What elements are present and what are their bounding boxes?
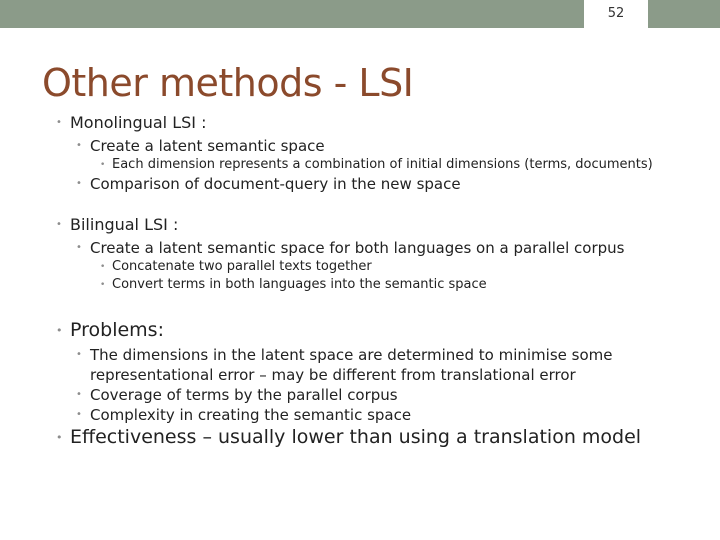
bullet-problems — [52, 318, 702, 343]
bullet-create-latent-space — [52, 136, 702, 156]
bullet-icon: • — [100, 280, 106, 290]
bullet-icon: • — [76, 389, 82, 400]
bullet-concatenate — [52, 258, 702, 276]
bullet-dimensions-error — [52, 345, 710, 385]
bullet-text: Bilingual LSI : — [70, 215, 179, 234]
bullet-convert-terms — [52, 276, 702, 294]
bullet-text: The dimensions in the latent space are determined to minimise some representational error – may be different from translational error — [90, 346, 613, 384]
bullet-icon: • — [56, 431, 63, 444]
bullet-coverage — [52, 385, 702, 405]
page-number: 52 — [584, 0, 648, 28]
bullet-icon: • — [76, 242, 82, 253]
bullet-icon: • — [56, 219, 62, 230]
bullet-text: Convert terms in both languages into the semantic space — [112, 277, 487, 292]
bullet-monolingual-lsi — [52, 112, 702, 134]
bullet-icon: • — [76, 178, 82, 189]
slide-title: Other methods - LSI — [42, 61, 414, 105]
bullet-text: Create a latent semantic space for both languages on a parallel corpus — [90, 239, 625, 257]
bullet-icon: • — [76, 140, 82, 151]
bullet-text: Problems: — [70, 319, 164, 341]
bullet-icon: • — [56, 117, 62, 128]
bullet-icon: • — [76, 349, 82, 360]
bullet-bilingual-lsi — [52, 214, 702, 236]
bullet-text: Each dimension represents a combination of initial dimensions (terms, documents) — [112, 157, 653, 172]
bullet-text: Create a latent semantic space — [90, 137, 325, 155]
bullet-create-latent-space-both — [52, 238, 702, 258]
bullet-text: Complexity in creating the semantic space — [90, 406, 412, 424]
bullet-comparison — [52, 174, 702, 194]
slide-content — [52, 112, 702, 450]
bullet-icon: • — [100, 160, 106, 170]
bullet-text: Concatenate two parallel texts together — [112, 259, 372, 274]
bullet-text: Coverage of terms by the parallel corpus — [90, 386, 398, 404]
bullet-text: Effectiveness – usually lower than using a translation model — [70, 426, 642, 448]
bullet-effectiveness — [52, 425, 702, 450]
bullet-complexity — [52, 405, 702, 425]
bullet-each-dimension — [52, 156, 702, 174]
bullet-text: Comparison of document-query in the new space — [90, 175, 461, 193]
bullet-icon: • — [56, 324, 63, 337]
bullet-icon: • — [76, 409, 82, 420]
bullet-text: Monolingual LSI : — [70, 113, 207, 132]
bullet-icon: • — [100, 262, 106, 272]
